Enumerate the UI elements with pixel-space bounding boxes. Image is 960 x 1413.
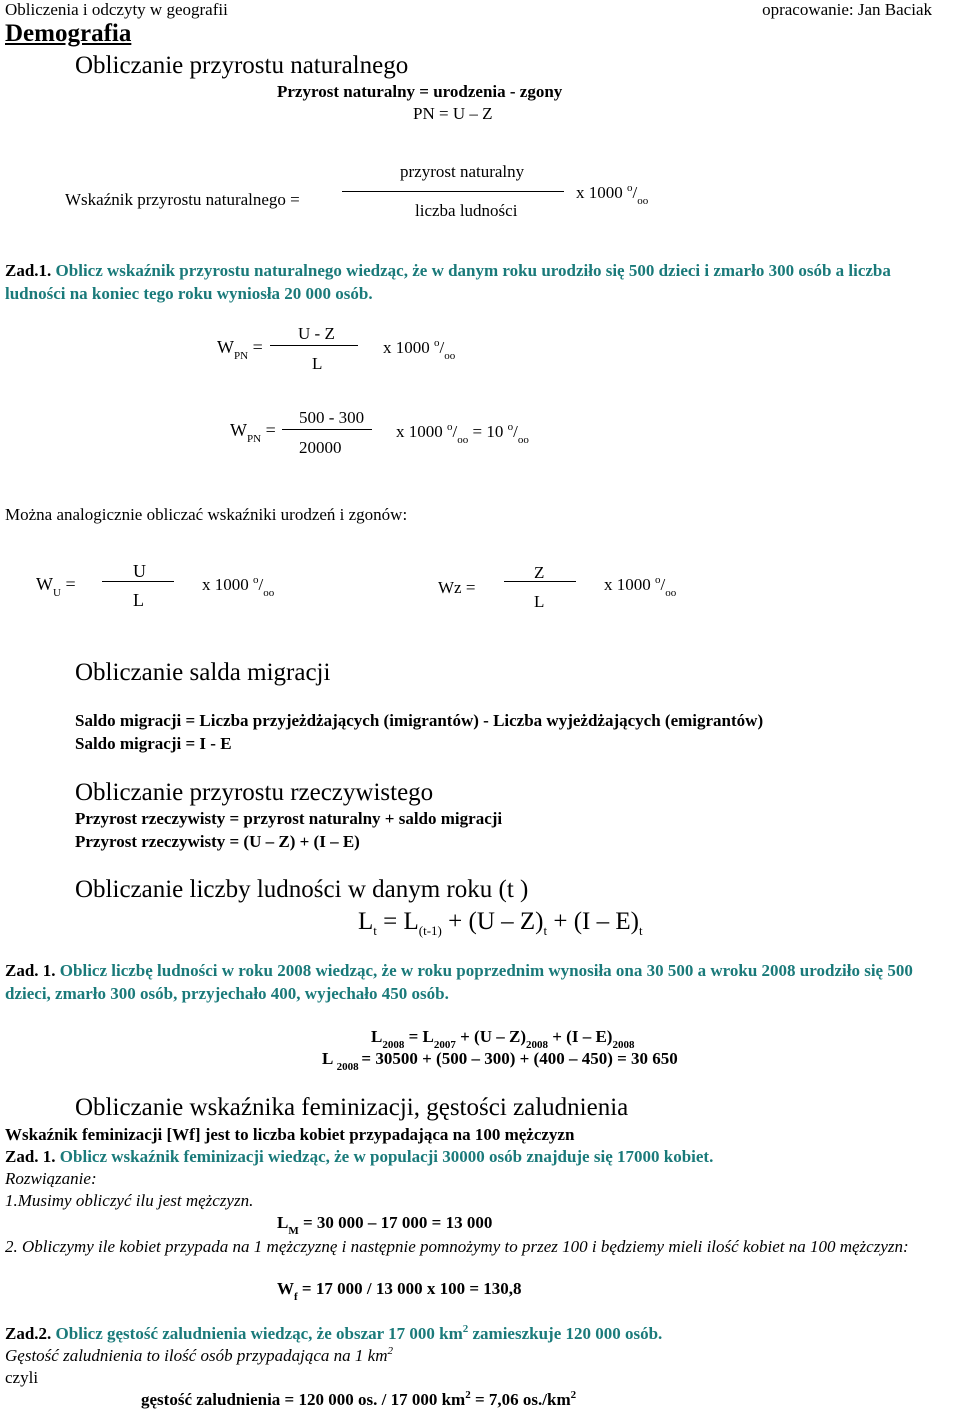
task-2-text: Zad. 1. Oblicz liczbę ludności w roku 2008 wiedząc, że w roku poprzednim wynosiła ona 30 500 a wroku 2008 urodziło się 500 dzieci, zmarło 300 osób, przyjechało 400, wyjechało 450 osób. <box>5 961 913 1003</box>
wu-denominator: L <box>133 590 144 610</box>
wpn-multiplier: x 1000 $^o/_{oo}$ <box>383 337 456 362</box>
wu-label: $W_U$ = <box>36 574 76 599</box>
fraction-line <box>342 191 564 192</box>
permille-multiplier: x 1000 $^o/_{oo}$ <box>576 182 649 207</box>
fraction-denominator: liczba ludności <box>415 201 518 220</box>
solution-label: Rozwiązanie: <box>5 1169 97 1188</box>
task-1-text: Zad.1. Oblicz wskaźnik przyrostu naturalnego wiedząc, że w danym roku urodziło się 500 dzieci i zmarło 300 osób a liczba ludności na koniec tego roku wyniosła 20 000 osób. <box>5 261 891 303</box>
czyli-label: czyli <box>5 1368 39 1387</box>
real-growth-line-2: Przyrost rzeczywisty = (U – Z) + (I – E) <box>75 832 360 851</box>
migration-line-2: Saldo migracji = I - E <box>75 734 232 753</box>
formula-natural-growth: Przyrost naturalny = urodzenia - zgony <box>277 82 563 101</box>
wpn-fraction-line <box>270 345 358 346</box>
density-definition: Gęstość zaludnienia to ilość osób przypadająca na 1 $km^2$ <box>5 1345 393 1365</box>
wz-numerator: Z <box>534 563 545 582</box>
density-task: Zad.2. Oblicz gęstość zaludnienia wiedząc, że obszar 17 000 $km^2$ zamieszkuje 120 000 osób. <box>5 1323 663 1343</box>
solution-step-2: 2. Obliczymy ile kobiet przypada na 1 mężczyznę i następnie pomnożymy to przez 100 i będziemy mieli ilość kobiet na 100 mężczyzn: <box>5 1237 909 1256</box>
wpn2-fraction-line <box>282 429 372 430</box>
wz-label: Wz = <box>438 578 476 597</box>
lm-formula: $L_M = 30$ 000 – 17 000 = 13 000 <box>277 1213 493 1237</box>
section-heading-feminization: Obliczanie wskaźnika feminizacji, gęstości zaludnienia <box>75 1094 629 1121</box>
formula-pn: PN = U – Z <box>413 104 493 123</box>
population-formula: $L_t = L_{(t-1)} + (U - Z)_t + (I - E)_t$ <box>358 908 643 938</box>
task-2-formula-1: $L_{2008} = L_{2007} + (U - Z)_{2008} + (I - E)_{2008}$ <box>371 1027 635 1051</box>
similar-text: Można analogicznie obliczać wskaźniki urodzeń i zgonów: <box>5 505 408 524</box>
task-2-formula-2: L $_{2008}$ = 30500 + (500 – 300) + (400 – 450) = 30 650 <box>322 1049 678 1073</box>
indicator-label: Wskaźnik przyrostu naturalnego = <box>65 190 300 209</box>
fraction-numerator: przyrost naturalny <box>400 162 525 181</box>
wpn-numerator: U - Z <box>298 324 335 343</box>
wpn-label: $W_{PN}$ = <box>217 337 263 362</box>
header-left: Obliczenia i odczyty w geografii <box>5 0 228 19</box>
wz-denominator: L <box>534 592 545 611</box>
section-heading-population: Obliczanie liczby ludności w danym roku (t ) <box>75 876 529 903</box>
wpn-denominator: L <box>312 354 323 373</box>
wpn2-result: x 1000 $^o/_{oo} = 10$ $^o/_{oo}$ <box>396 421 529 446</box>
wpn2-numerator: 500 - 300 <box>299 408 365 427</box>
wz-fraction-line <box>504 581 576 582</box>
solution-step-1: 1.Musimy obliczyć ilu jest mężczyzn. <box>5 1191 254 1210</box>
wu-fraction-line <box>102 581 174 582</box>
feminization-task: Zad. 1. Oblicz wskaźnik feminizacji wiedząc, że w populacji 30000 osób znajduje się 17000 kobiet. <box>5 1147 714 1166</box>
section-heading-real-growth: Obliczanie przyrostu rzeczywistego <box>75 779 434 806</box>
wu-multiplier: x 1000 $^o/_{oo}$ <box>202 574 275 599</box>
wpn2-denominator: 20000 <box>299 438 342 457</box>
wu-numerator: U <box>133 561 146 581</box>
section-heading-natural-growth: Obliczanie przyrostu naturalnego <box>75 52 409 79</box>
wpn-label-2: $W_{PN}$ = <box>230 420 276 445</box>
feminization-definition: Wskaźnik feminizacji [Wf] jest to liczba kobiet przypadająca na 100 mężczyzn <box>5 1125 575 1144</box>
migration-line-1: Saldo migracji = Liczba przyjeżdżających (imigrantów) - Liczba wyjeżdżających (emigrantów) <box>75 711 764 730</box>
header-right: opracowanie: Jan Baciak <box>762 0 932 19</box>
real-growth-line-1: Przyrost rzeczywisty = przyrost naturalny + saldo migracji <box>75 809 503 828</box>
density-result: gęstość zaludnienia = 120 000 os. / 17 000 $km^2 = 7,06$ $os./km^2$ <box>141 1389 577 1409</box>
section-heading-migration: Obliczanie salda migracji <box>75 659 331 686</box>
wf-formula: $W_f = 17$ 000 / 13 000 x 100 = 130,8 <box>277 1279 522 1303</box>
page-title: Demografia <box>5 20 132 47</box>
wz-multiplier: x 1000 $^o/_{oo}$ <box>604 574 677 599</box>
